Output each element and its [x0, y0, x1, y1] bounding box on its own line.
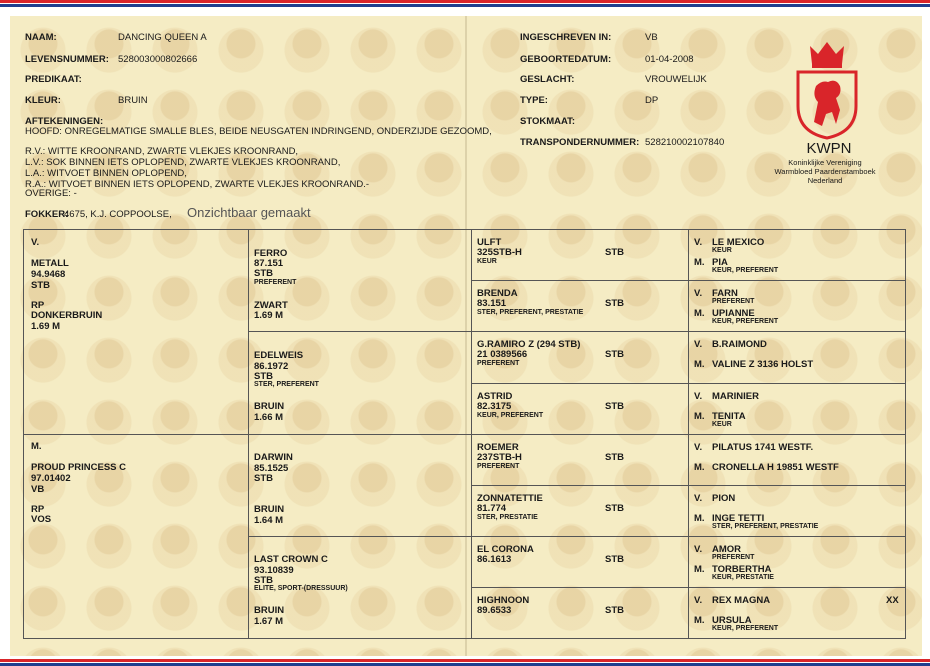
g4-extra-mark: XX	[886, 595, 899, 606]
g4-sire-tag: V.	[694, 288, 703, 299]
g3-horse-stb: STB	[605, 247, 624, 258]
dam-number: 97.01402	[31, 473, 71, 484]
g4-dam-tag: M.	[694, 308, 705, 319]
g4-sire-tag: V.	[694, 339, 703, 350]
lastcrown-number: 93.10839	[254, 565, 294, 576]
darwin-name: DARWIN	[254, 452, 293, 463]
type-value: DP	[645, 95, 659, 106]
g3-horse-stb: STB	[605, 401, 624, 412]
g3-horse-number: 83.151	[477, 298, 507, 309]
g3-horse-number: 325STB-H	[477, 247, 522, 258]
g3-horse-stb: STB	[605, 503, 624, 514]
g4-dam-tag: M.	[694, 615, 705, 626]
aftekening-hoofd: HOOFD: ONREGELMATIGE SMALLE BLES, BEIDE NEUSGATEN INDRINGEND, ONDERZIJDE GEZOOMD,	[25, 126, 492, 137]
g4-sire-predicate: KEUR	[712, 247, 732, 254]
g4-sire-tag: V.	[694, 391, 703, 402]
g3-horse-stb: STB	[605, 349, 624, 360]
g4-sire-tag: V.	[694, 442, 703, 453]
g4-sire-name: REX MAGNA	[712, 595, 771, 606]
g3-horse-name: EL CORONA	[477, 544, 534, 555]
g3-horse-number: 81.774	[477, 503, 507, 514]
kwpn-logo-name: KWPN	[806, 140, 852, 157]
type-label: TYPE:	[520, 95, 548, 106]
geslacht-value: VROUWELIJK	[645, 74, 707, 85]
grid-row-line	[471, 485, 906, 486]
g3-horse-number: 86.1613	[477, 554, 512, 565]
g4-dam-name: INGE TETTI	[712, 513, 765, 524]
crowned-lion-shield-icon	[792, 40, 862, 140]
lastcrown-color: BRUIN	[254, 605, 285, 616]
g4-dam-predicate: KEUR, PREFERENT	[712, 318, 779, 325]
g4-dam-name: VALINE Z 3136 HOLST	[712, 359, 814, 370]
g4-sire-name: MARINIER	[712, 391, 759, 402]
dam-stb: VB	[31, 484, 45, 495]
dam-tag: M.	[31, 441, 42, 452]
g3-horse-stb: STB	[605, 605, 624, 616]
g3-horse-predicate: STER, PREFERENT, PRESTATIE	[477, 309, 584, 316]
predikaat-label: PREDIKAAT:	[25, 74, 82, 85]
g3-horse-name: HIGHNOON	[477, 595, 530, 606]
flag-stripe-red-bottom	[0, 659, 930, 662]
g4-sire-name: B.RAIMOND	[712, 339, 767, 350]
g4-dam-predicate: KEUR	[712, 421, 732, 428]
kwpn-logo-line3: Nederland	[807, 176, 843, 185]
g4-sire-predicate: PREFERENT	[712, 298, 755, 305]
g4-dam-tag: M.	[694, 462, 705, 473]
g3-horse-name: ROEMER	[477, 442, 519, 453]
aftekening-rv: R.V.: WITTE KROONRAND, ZWARTE VLEKJES KROONRAND,	[25, 146, 299, 157]
g3-horse-name: ULFT	[477, 237, 502, 248]
g3-horse-name: ZONNATETTIE	[477, 493, 543, 504]
edelweis-name: EDELWEIS	[254, 350, 304, 361]
g3-horse-number: 237STB-H	[477, 452, 522, 463]
g4-dam-name: URSULA	[712, 615, 752, 626]
g4-dam-predicate: KEUR, PREFERENT	[712, 625, 779, 632]
g4-sire-name: PILATUS 1741 WESTF.	[712, 442, 814, 453]
g4-dam-name: PIA	[712, 257, 728, 268]
zwart-height: 1.69 M	[254, 310, 284, 321]
g4-dam-tag: M.	[694, 564, 705, 575]
g4-dam-predicate: STER, PREFERENT, PRESTATIE	[712, 523, 819, 530]
sire-color: DONKERBRUIN	[31, 310, 103, 321]
g4-dam-tag: M.	[694, 411, 705, 422]
g3-horse-stb: STB	[605, 452, 624, 463]
edelweis-stb: STB	[254, 371, 273, 382]
naam-label: NAAM:	[25, 32, 57, 43]
sire-tag: V.	[31, 237, 40, 248]
g4-sire-tag: V.	[694, 237, 703, 248]
transponder-label: TRANSPONDERNUMMER:	[520, 137, 640, 148]
grid-row-line	[23, 434, 906, 435]
g4-sire-tag: V.	[694, 544, 703, 555]
kwpn-logo	[774, 40, 876, 185]
aftekening-ra: R.A.: WITVOET BINNEN IETS OPLOPEND, ZWARTE VLEKJES KROONRAND.-	[25, 179, 369, 190]
edelweis-color: BRUIN	[254, 401, 285, 412]
g3-horse-name: BRENDA	[477, 288, 518, 299]
lastcrown-name: LAST CROWN C	[254, 554, 328, 565]
zwart-color: ZWART	[254, 300, 288, 311]
g3-horse-number: 21 0389566	[477, 349, 528, 360]
aftekening-lv: L.V.: SOK BINNEN IETS OPLOPEND, ZWARTE VLEKJES KROONRAND,	[25, 157, 341, 168]
watermark-text: Onzichtbaar gemaakt	[187, 205, 311, 220]
aftekeningen-label: AFTEKENINGEN:	[25, 116, 104, 127]
g4-sire-predicate: PREFERENT	[712, 554, 755, 561]
fokker-value: 4675, K.J. COPPOOLSE,	[64, 209, 172, 220]
levensnummer-label: LEVENSNUMMER:	[25, 54, 109, 65]
stokmaat-label: STOKMAAT:	[520, 116, 576, 127]
g3-horse-number: 89.6533	[477, 605, 512, 616]
edelweis-height: 1.66 M	[254, 412, 284, 423]
g4-dam-name: UPIANNE	[712, 308, 755, 319]
fokker-label: FOKKER:	[25, 209, 69, 220]
lastcrown-stb: STB	[254, 575, 273, 586]
g4-sire-name: LE MEXICO	[712, 237, 765, 248]
g4-sire-tag: V.	[694, 595, 703, 606]
dam-type: RP	[31, 504, 45, 515]
geslacht-label: GESLACHT:	[520, 74, 575, 85]
geboortedatum-value: 01-04-2008	[645, 54, 694, 65]
dam-name: PROUD PRINCESS C	[31, 462, 127, 473]
levensnummer-value: 528003000802666	[118, 54, 198, 65]
naam-value: DANCING QUEEN A	[118, 32, 207, 43]
aftekening-la: L.A.: WITVOET BINNEN OPLOPEND,	[25, 168, 187, 179]
flag-stripe-red-top	[0, 0, 930, 3]
grid-row-line	[248, 536, 906, 537]
g4-dam-tag: M.	[694, 359, 705, 370]
flag-stripe-blue-top	[0, 4, 930, 7]
g3-horse-predicate: PREFERENT	[477, 360, 520, 367]
grid-row-line	[471, 280, 906, 281]
g3-horse-stb: STB	[605, 554, 624, 565]
g4-sire-name: AMOR	[712, 544, 742, 555]
g3-horse-predicate: PREFERENT	[477, 463, 520, 470]
g3-horse-number: 82.3175	[477, 401, 512, 412]
g4-dam-predicate: KEUR, PRESTATIE	[712, 574, 774, 581]
edelweis-number: 86.1972	[254, 361, 289, 372]
edelweis-predicate: STER, PREFERENT	[254, 381, 319, 388]
kleur-value: BRUIN	[118, 95, 148, 106]
dam-color: VOS	[31, 514, 52, 525]
ingeschreven-label: INGESCHREVEN IN:	[520, 32, 612, 43]
g4-dam-name: CRONELLA H 19851 WESTF	[712, 462, 839, 473]
g3-horse-stb: STB	[605, 298, 624, 309]
transponder-value: 528210002107840	[645, 137, 725, 148]
kwpn-logo-line2: Warmbloed Paardenstamboek	[774, 167, 876, 176]
g3-horse-name: G.RAMIRO Z (294 STB)	[477, 339, 581, 350]
darwin-stb: STB	[254, 473, 273, 484]
sire-name: METALL	[31, 258, 69, 269]
ferro-predicate: PREFERENT	[254, 279, 297, 286]
g4-sire-tag: V.	[694, 493, 703, 504]
ferro-stb: STB	[254, 268, 273, 279]
g4-dam-predicate: KEUR, PREFERENT	[712, 267, 779, 274]
grid-row-line	[471, 587, 906, 588]
darwin-color: BRUIN	[254, 504, 285, 515]
g4-dam-name: TENITA	[712, 411, 746, 422]
ferro-name: FERRO	[254, 248, 288, 259]
darwin-height: 1.64 M	[254, 515, 284, 526]
g3-horse-name: ASTRID	[477, 391, 513, 402]
darwin-number: 85.1525	[254, 463, 289, 474]
g4-dam-name: TORBERTHA	[712, 564, 772, 575]
grid-row-line	[471, 383, 906, 384]
g4-sire-name: FARN	[712, 288, 738, 299]
aftekening-overige: OVERIGE: -	[25, 188, 77, 199]
g3-horse-predicate: STER, PRESTATIE	[477, 514, 538, 521]
sire-height: 1.69 M	[31, 321, 61, 332]
kleur-label: KLEUR:	[25, 95, 61, 106]
g3-horse-predicate: KEUR, PREFERENT	[477, 412, 544, 419]
g4-sire-name: PION	[712, 493, 736, 504]
grid-row-line	[248, 331, 906, 332]
sire-number: 94.9468	[31, 269, 66, 280]
ferro-number: 87.151	[254, 258, 284, 269]
geboortedatum-label: GEBOORTEDATUM:	[520, 54, 612, 65]
g4-dam-tag: M.	[694, 513, 705, 524]
lastcrown-height: 1.67 M	[254, 616, 284, 627]
kwpn-logo-line1: Koninklijke Vereniging	[788, 158, 862, 167]
sire-stb: STB	[31, 280, 50, 291]
sire-type: RP	[31, 300, 45, 311]
g4-dam-tag: M.	[694, 257, 705, 268]
lastcrown-predicate: ELITE, SPORT-(DRESSUUR)	[254, 585, 348, 592]
g3-horse-predicate: KEUR	[477, 258, 497, 265]
ingeschreven-value: VB	[645, 32, 658, 43]
